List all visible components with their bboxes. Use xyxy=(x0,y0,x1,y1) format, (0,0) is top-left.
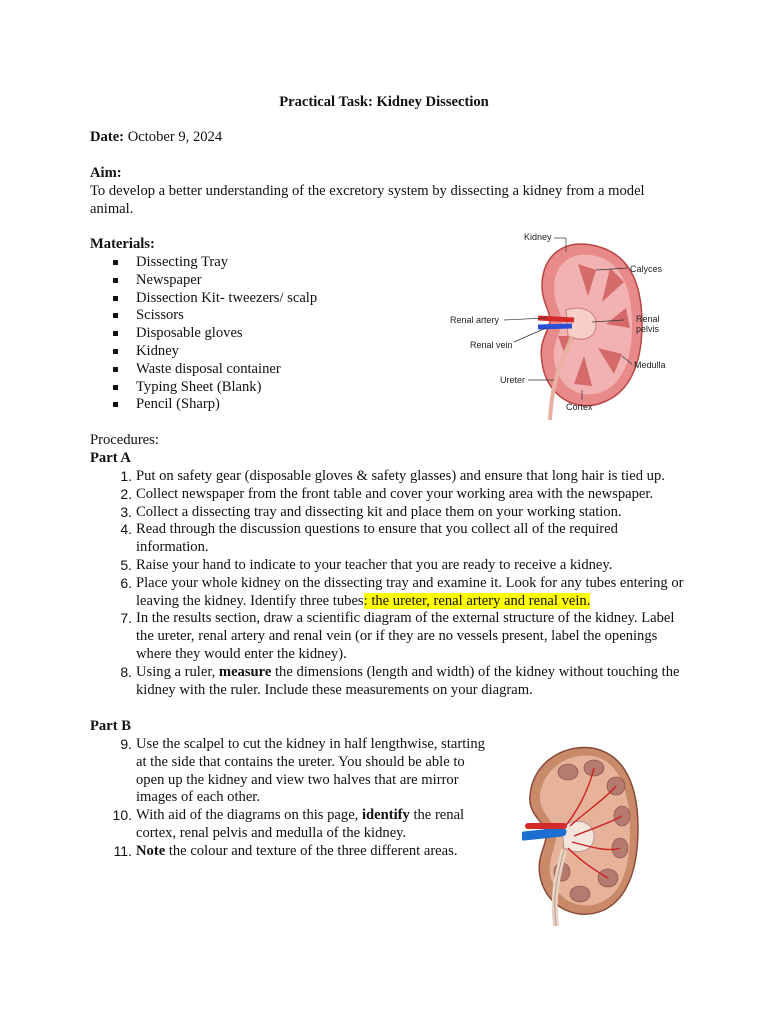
bullet-icon xyxy=(113,331,118,336)
material-text: Newspaper xyxy=(136,271,202,288)
date-line xyxy=(90,129,222,147)
step-text: the dimensions (length and width) of the kidney without touching the kidney with the ruler. Include these measurements on your diagram. xyxy=(136,663,680,698)
label-kidney: Kidney xyxy=(524,232,552,242)
bold-keyword: measure xyxy=(218,663,272,680)
label-renal-artery: Renal artery xyxy=(450,315,500,325)
part-b-heading: Part B xyxy=(90,718,131,734)
bullet-icon xyxy=(113,349,118,354)
list-item xyxy=(90,521,690,557)
list-item xyxy=(90,843,490,861)
bold-keyword: identify xyxy=(361,807,410,824)
bullet-icon xyxy=(113,313,118,318)
list-item xyxy=(90,504,690,522)
kidney-diagram-labelled xyxy=(446,224,676,420)
list-item xyxy=(90,664,690,700)
step-text: Use the scalpel to cut the kidney in half lengthwise, starting at the side that contains the ureter. You should be able to open up the kidney and view two halves that are mirror images of each other. xyxy=(136,736,485,806)
materials-heading: Materials: xyxy=(90,236,155,252)
step-text: In the results section, draw a scientific diagram of the external structure of the kidney. Label the ureter, renal artery and renal vein (or if they are no vessels present, label the openings where they would enter the kidney). xyxy=(136,610,675,662)
label-renal-pelvis-line2: pelvis xyxy=(636,324,660,334)
step-number: 2. xyxy=(120,485,132,502)
label-ureter: Ureter xyxy=(500,375,526,385)
step-text: Raise your hand to indicate to your teacher that you are ready to receive a kidney. xyxy=(136,556,613,573)
step-number: 5. xyxy=(120,556,132,573)
label-calyces: Calyces xyxy=(630,264,663,274)
list-item xyxy=(90,325,317,343)
renal-vein-vessel xyxy=(524,832,562,836)
list-item xyxy=(90,396,317,414)
step-number: 6. xyxy=(120,574,132,591)
material-text: Disposable gloves xyxy=(136,325,243,342)
material-text: Dissecting Tray xyxy=(136,254,229,270)
materials-list xyxy=(90,254,317,414)
page-title: Practical Task: Kidney Dissection xyxy=(279,94,489,110)
list-item xyxy=(90,486,690,504)
bullet-icon xyxy=(113,385,118,390)
list-item xyxy=(90,379,317,397)
kidney-diagram-cross-section xyxy=(522,744,642,926)
list-item xyxy=(90,736,490,807)
step-number: 11. xyxy=(113,842,132,859)
step-text: Collect newspaper from the front table and cover your working area with the newspaper. xyxy=(136,485,654,502)
list-item xyxy=(90,807,490,843)
date-label: Date: xyxy=(90,129,125,145)
step-text: the colour and texture of the three different areas. xyxy=(165,842,458,859)
aim-text: To develop a better understanding of the excretory system by dissecting a kidney from a model animal. xyxy=(90,183,645,217)
list-item xyxy=(90,290,317,308)
list-item xyxy=(90,254,317,272)
step-text: Read through the discussion questions to ensure that you collect all of the required information. xyxy=(136,521,618,556)
highlighted-text: : the ureter, renal artery and renal vein. xyxy=(363,592,591,609)
list-item xyxy=(90,307,317,325)
step-number: 7. xyxy=(120,610,132,627)
bullet-icon xyxy=(113,296,118,301)
step-number: 4. xyxy=(120,521,132,538)
list-item xyxy=(90,468,690,486)
list-item xyxy=(90,557,690,575)
bold-keyword: Note xyxy=(136,842,166,859)
list-item xyxy=(90,343,317,361)
bullet-icon xyxy=(113,278,118,283)
label-renal-vein: Renal vein xyxy=(470,340,513,350)
step-text: Collect a dissecting tray and dissecting kit and place them on your working station. xyxy=(136,503,622,520)
step-number: 1. xyxy=(120,468,132,484)
label-medulla: Medulla xyxy=(634,360,666,370)
bullet-icon xyxy=(113,402,118,407)
step-text: the renal cortex, renal pelvis and medulla of the kidney. xyxy=(136,807,465,841)
list-item xyxy=(90,575,690,611)
label-renal-pelvis-line1: Renal xyxy=(636,314,660,324)
step-number: 10. xyxy=(112,807,132,824)
step-text: Using a ruler, xyxy=(136,663,219,680)
material-text: Dissection Kit- tweezers/ scalp xyxy=(136,289,318,306)
label-cortex: Cortex xyxy=(566,402,593,412)
list-item xyxy=(90,361,317,379)
part-b-steps xyxy=(90,736,490,861)
list-item xyxy=(90,610,690,663)
bullet-icon xyxy=(113,260,118,265)
renal-vein-vessel xyxy=(538,326,572,327)
step-text: Put on safety gear (disposable gloves & safety glasses) and ensure that long hair is tied up. xyxy=(136,468,665,484)
step-number: 8. xyxy=(120,663,132,680)
material-text: Waste disposal container xyxy=(136,360,281,377)
step-text: With aid of the diagrams on this page, xyxy=(136,807,362,824)
list-item xyxy=(90,272,317,290)
material-text: Kidney xyxy=(136,342,179,359)
bullet-icon xyxy=(113,367,118,372)
part-a-heading: Part A xyxy=(90,450,131,466)
material-text: Scissors xyxy=(136,307,184,324)
step-text: Place your whole kidney on the dissecting tray and examine it. Look for any tubes entering or leaving the kidney. Identify three tubes xyxy=(136,574,684,609)
material-text: Typing Sheet (Blank) xyxy=(136,378,262,395)
procedures-heading: Procedures: xyxy=(90,432,159,448)
step-number: 9. xyxy=(120,736,132,752)
aim-heading: Aim: xyxy=(90,165,122,181)
material-text: Pencil (Sharp) xyxy=(136,396,220,413)
part-a-steps xyxy=(90,468,690,699)
step-number: 3. xyxy=(120,503,132,520)
date-value: October 9, 2024 xyxy=(127,129,223,145)
